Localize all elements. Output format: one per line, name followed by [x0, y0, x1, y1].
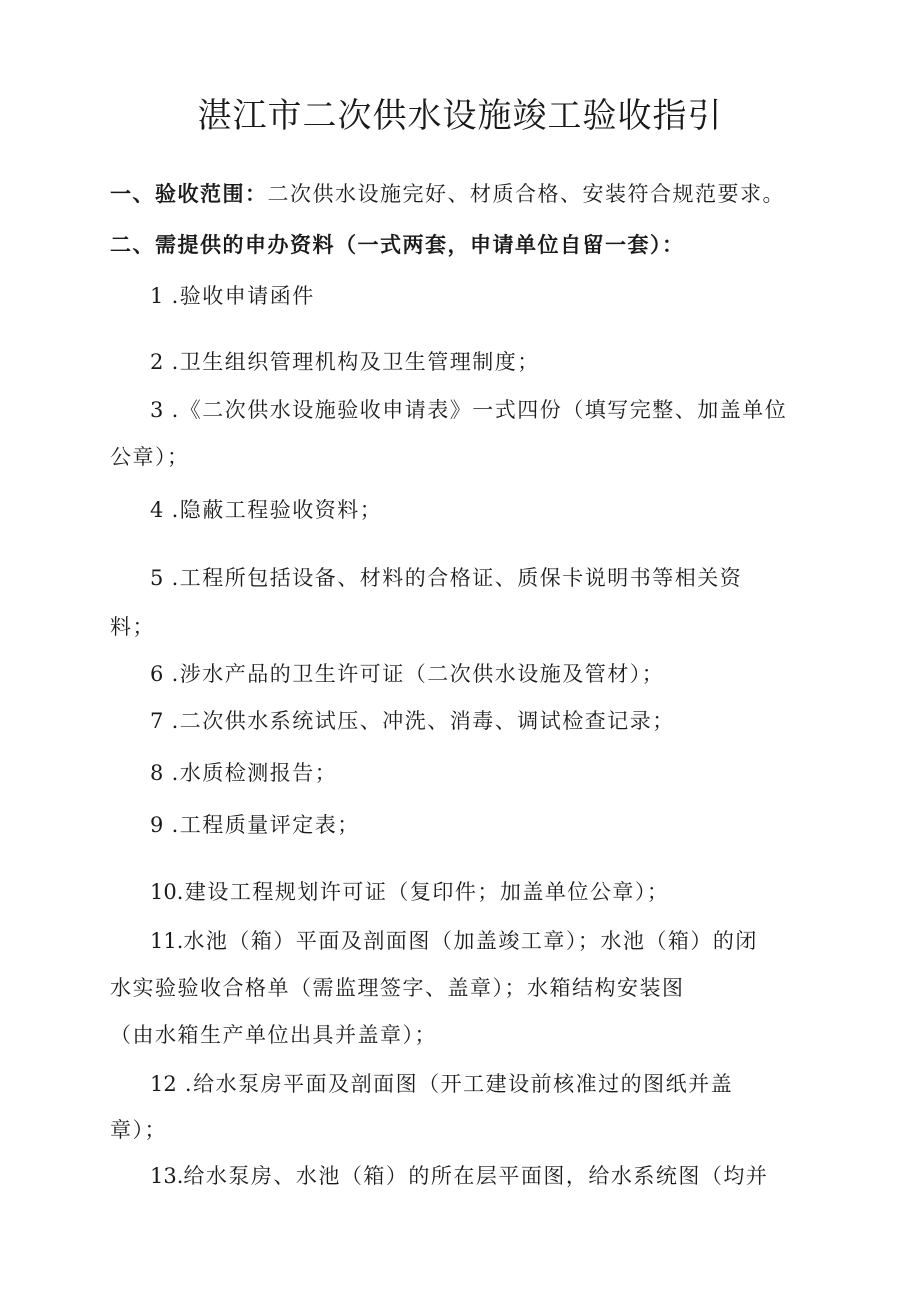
list-item-5 [150, 562, 742, 592]
section-1-heading: 一、验收范围： [110, 181, 268, 206]
item-text: .工程所包括设备、材料的合格证、质保卡说明书等相关资 [171, 566, 743, 590]
item-text: .工程质量评定表； [171, 813, 360, 837]
item-number: 7 [150, 709, 164, 733]
list-item-8 [150, 757, 337, 787]
item-number: 1 [150, 284, 164, 308]
list-item-4 [150, 494, 382, 524]
document-title: 湛江市二次供水设施竣工验收指引 [197, 96, 723, 136]
item-number: 12 [150, 1072, 177, 1096]
item-number: 13. [150, 1164, 184, 1188]
list-item-7 [150, 705, 675, 735]
list-item-5-continuation: 料； [110, 615, 155, 639]
list-item-2 [150, 346, 540, 376]
item-text: .《二次供水设施验收申请表》一式四份（填写完整、加盖单位 [171, 398, 788, 422]
list-item-11 [150, 925, 758, 955]
list-item-11-continuation-2: （由水箱生产单位出具并盖章）； [110, 1023, 437, 1047]
section-1 [110, 178, 785, 208]
item-text: .验收申请函件 [171, 284, 315, 308]
list-item-10 [150, 876, 669, 906]
section-1-text: 二次供水设施完好、材质合格、安装符合规范要求。 [267, 182, 785, 206]
item-text: .给水泵房平面及剖面图（开工建设前核准过的图纸并盖 [184, 1072, 734, 1096]
item-text: 给水泵房、水池（箱）的所在层平面图，给水系统图（均并 [183, 1164, 769, 1188]
item-text: .隐蔽工程验收资料； [171, 498, 383, 522]
item-number: 11. [150, 929, 184, 953]
item-text: 水池（箱）平面及剖面图（加盖竣工章）；水池（箱）的闭 [183, 929, 758, 953]
list-item-6 [150, 658, 664, 688]
item-number: 8 [150, 761, 164, 785]
item-text: .水质检测报告； [171, 761, 338, 785]
item-number: 3 [150, 398, 164, 422]
list-item-3 [150, 394, 787, 424]
item-text: .卫生组织管理机构及卫生管理制度； [171, 350, 540, 374]
item-text: .二次供水系统试压、冲洗、消毒、调试检查记录； [171, 709, 675, 733]
list-item-3-continuation: 公章）； [110, 445, 190, 469]
item-number: 10 [150, 880, 177, 904]
list-item-11-continuation: 水实验验收合格单（需监理签字、盖章）；水箱结构安装图 [110, 976, 685, 1000]
item-text: .涉水产品的卫生许可证（二次供水设施及管材）； [171, 662, 665, 686]
item-number: 9 [150, 813, 164, 837]
list-item-12 [150, 1068, 733, 1098]
item-number: 5 [150, 566, 164, 590]
section-2-heading: 二、需提供的申办资料（一式两套，申请单位自留一套）： [110, 232, 685, 257]
item-number: 4 [150, 498, 164, 522]
list-item-12-continuation: 章）； [110, 1118, 167, 1142]
list-item-13 [150, 1160, 768, 1190]
list-item-1 [150, 280, 315, 310]
item-number: 6 [150, 662, 164, 686]
item-text: .建设工程规划许可证（复印件；加盖单位公章）； [176, 880, 670, 904]
item-number: 2 [150, 350, 164, 374]
list-item-9 [150, 809, 360, 839]
